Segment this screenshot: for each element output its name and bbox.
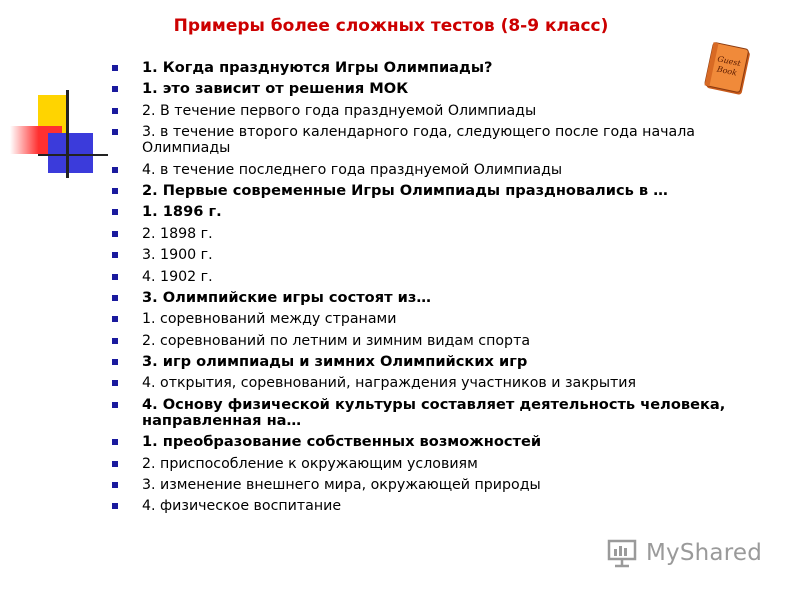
list-item: [112, 183, 752, 199]
list-item: [112, 226, 752, 242]
list-item-text: 3. игр олимпиады и зимних Олимпийских игр: [142, 353, 528, 371]
list-item: [112, 290, 752, 306]
list-item-text: 3. в течение второго календарного года, следующего после года начала Олимпиады: [142, 124, 695, 157]
bullet-icon: [112, 231, 118, 237]
bullet-icon: [112, 402, 118, 408]
question-list: [112, 60, 752, 520]
list-item: [112, 60, 752, 76]
list-item-text: 4. Основу физической культуры составляет деятельность человека, направленная на…: [142, 395, 726, 429]
list-item-text: 2. Первые современные Игры Олимпиады праздновались в …: [142, 181, 668, 199]
watermark-text: MyShared: [646, 540, 763, 566]
list-item: [112, 247, 752, 263]
list-item: [112, 397, 752, 429]
bullet-icon: [112, 209, 118, 215]
bullet-icon: [112, 482, 118, 488]
svg-text:Book: Book: [716, 64, 738, 78]
list-item-text: 2. приспособление к окружающим условиям: [142, 455, 478, 472]
list-item-text: 2. соревнований по летним и зимним видам спорта: [142, 332, 531, 349]
list-item: [112, 456, 752, 472]
horizontal-line: [38, 154, 108, 156]
bullet-icon: [112, 86, 118, 92]
list-item-text: 2. 1898 г.: [142, 225, 213, 242]
list-item: [112, 375, 752, 391]
list-item: [112, 333, 752, 349]
watermark: [606, 535, 762, 571]
list-item: [112, 103, 752, 119]
list-item-text: 1. это зависит от решения МОК: [142, 80, 409, 98]
bullet-icon: [112, 295, 118, 301]
list-item-text: 4. 1902 г.: [142, 268, 213, 285]
list-item: [112, 434, 752, 450]
list-item-text: 4. физическое воспитание: [142, 498, 342, 515]
list-item: [112, 124, 752, 156]
bullet-icon: [112, 188, 118, 194]
bullet-icon: [112, 503, 118, 509]
list-item-text: 3. изменение внешнего мира, окружающей природы: [142, 477, 541, 494]
bullet-icon: [112, 359, 118, 365]
vertical-line: [66, 90, 69, 178]
bullet-icon: [112, 274, 118, 280]
list-item: [112, 162, 752, 178]
bullet-icon: [112, 338, 118, 344]
bullet-icon: [112, 252, 118, 258]
bullet-icon: [112, 316, 118, 322]
myshared-logo-icon: [606, 536, 640, 570]
list-item-text: 1. Когда празднуются Игры Олимпиады?: [142, 59, 493, 76]
guest-book-label: Guest: [716, 54, 742, 69]
list-item-text: 1. соревнований между странами: [142, 311, 397, 328]
bullet-icon: [112, 129, 118, 135]
list-item: [112, 498, 752, 514]
list-item-text: 3. Олимпийские игры состоят из…: [142, 288, 431, 306]
list-item: [112, 204, 752, 220]
bullet-icon: [112, 167, 118, 173]
list-item-text: 4. открытия, соревнований, награждения участников и закрытия: [142, 375, 637, 392]
list-item-text: 4. в течение последнего года празднуемой Олимпиады: [142, 161, 563, 178]
list-item-text: 3. 1900 г.: [142, 247, 213, 264]
list-item: [112, 269, 752, 285]
list-item-text: 2. В течение первого года празднуемой Олимпиады: [142, 102, 537, 119]
bullet-icon: [112, 461, 118, 467]
bullet-icon: [112, 65, 118, 71]
blue-block: [48, 133, 93, 173]
list-item-text: 1. 1896 г.: [142, 203, 222, 221]
bullet-icon: [112, 108, 118, 114]
list-item: [112, 477, 752, 493]
list-item: [112, 81, 752, 97]
bullet-icon: [112, 380, 118, 386]
list-item: [112, 311, 752, 327]
slide-title: Примеры более сложных тестов (8-9 класс): [173, 16, 609, 36]
list-item-text: 1. преобразование собственных возможностей: [142, 433, 542, 451]
list-item: [112, 354, 752, 370]
bullet-icon: [112, 439, 118, 445]
